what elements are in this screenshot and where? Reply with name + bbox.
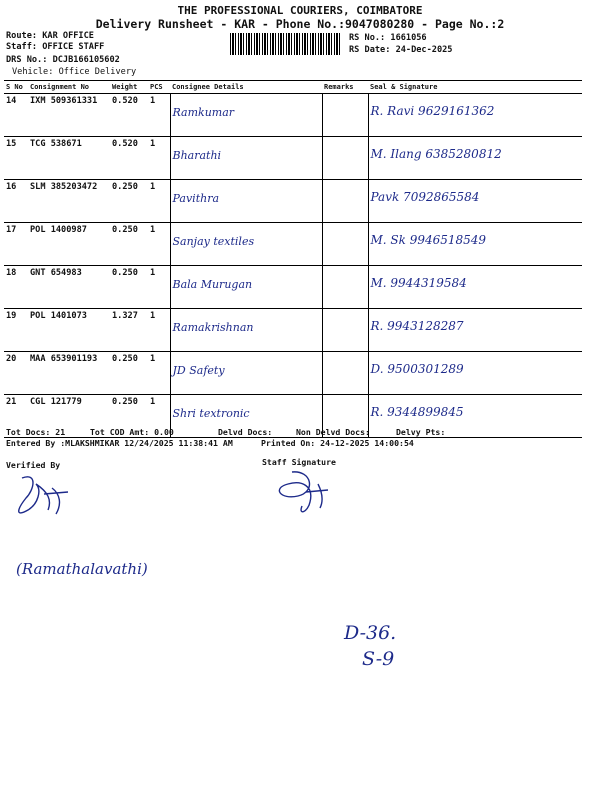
- receiver-signature: D. 9500301289: [370, 362, 464, 376]
- row-remarks: [322, 137, 368, 180]
- row-signature: [368, 94, 582, 137]
- row-consignee: [170, 137, 322, 180]
- col-weight: Weight: [110, 81, 148, 94]
- receiver-signature: R. 9344899845: [370, 405, 464, 419]
- row-remarks: [322, 266, 368, 309]
- consignee-name: JD Safety: [172, 364, 225, 377]
- col-sno: S No: [4, 81, 28, 94]
- verifier-signature: [8, 470, 78, 530]
- row-sno-value: 20: [6, 354, 17, 364]
- row-pcs-value: 1: [150, 225, 156, 235]
- row-pcs-value: 1: [150, 268, 156, 278]
- delivery-points: Delvy Pts:: [396, 427, 446, 437]
- row-pcs-value: 1: [150, 139, 156, 149]
- row-remarks: [322, 180, 368, 223]
- consignee-name: Ramakrishnan: [172, 321, 254, 334]
- row-pcs-value: 1: [150, 354, 156, 364]
- verified-by-label: Verified By: [6, 460, 61, 470]
- row-pcs-value: 1: [150, 311, 156, 321]
- row-consignment: [28, 266, 110, 309]
- staff-signature: [262, 466, 342, 526]
- row-sno-value: 19: [6, 311, 17, 321]
- staff: Staff: OFFICE STAFF: [6, 42, 105, 52]
- entered-by: Entered By :MLAKSHMIKAR 12/24/2025 11:38:41 AM: [6, 438, 233, 448]
- total-docs: Tot Docs: 21: [6, 427, 66, 437]
- row-weight: [110, 223, 148, 266]
- row-weight-value: 0.250: [112, 397, 138, 407]
- table-row: [4, 137, 582, 180]
- row-weight: [110, 137, 148, 180]
- row-consignment: [28, 223, 110, 266]
- row-sno: [4, 352, 28, 395]
- row-sno: [4, 137, 28, 180]
- row-signature: [368, 352, 582, 395]
- row-pcs-value: 1: [150, 182, 156, 192]
- row-weight-value: 0.250: [112, 182, 138, 192]
- row-weight: [110, 352, 148, 395]
- row-pcs: [148, 137, 170, 180]
- verifier-name: (Ramathalavathi): [16, 560, 148, 578]
- consignee-name: Bharathi: [172, 149, 222, 162]
- row-weight-value: 0.520: [112, 96, 138, 106]
- row-consignment: [28, 137, 110, 180]
- table-row: [4, 309, 582, 352]
- row-remarks: [322, 352, 368, 395]
- total-cod: Tot COD Amt: 0.00: [90, 427, 174, 437]
- row-pcs-value: 1: [150, 397, 156, 407]
- col-remarks: Remarks: [322, 81, 368, 94]
- row-consignment: [28, 94, 110, 137]
- receiver-signature: M. 9944319584: [370, 276, 467, 290]
- table-header: [4, 81, 582, 94]
- row-sno: [4, 309, 28, 352]
- consignee-name: Bala Murugan: [172, 278, 253, 291]
- row-sno: [4, 266, 28, 309]
- col-pcs: PCS: [148, 81, 170, 94]
- row-remarks: [322, 223, 368, 266]
- route: Route: KAR OFFICE: [6, 31, 94, 41]
- row-pcs: [148, 352, 170, 395]
- staff-signature-label: Staff Signature: [262, 457, 336, 467]
- row-consignment-value: GNT 654983: [30, 268, 82, 278]
- delivered-docs: Delvd Docs:: [218, 427, 273, 437]
- receiver-signature: R. Ravi 9629161362: [370, 104, 495, 118]
- handwritten-note-2: S-9: [362, 648, 395, 670]
- drs-number: DRS No.: DCJB166105602: [6, 55, 120, 65]
- row-sno-value: 16: [6, 182, 17, 192]
- row-consignment-value: MAA 653901193: [30, 354, 98, 364]
- row-weight-value: 0.250: [112, 268, 138, 278]
- row-sno: [4, 94, 28, 137]
- consignee-name: Shri textronic: [172, 407, 250, 420]
- row-signature: [368, 180, 582, 223]
- row-weight-value: 0.520: [112, 139, 138, 149]
- col-consignee: Consignee Details: [170, 81, 322, 94]
- vehicle: Vehicle: Office Delivery: [12, 67, 137, 77]
- row-consignee: [170, 94, 322, 137]
- runsheet-table: [4, 80, 582, 438]
- row-consignment: [28, 352, 110, 395]
- row-weight: [110, 309, 148, 352]
- row-signature: [368, 266, 582, 309]
- row-pcs: [148, 223, 170, 266]
- row-pcs: [148, 180, 170, 223]
- consignee-name: Sanjay textiles: [172, 235, 255, 248]
- barcode: [230, 33, 342, 55]
- row-consignment: [28, 309, 110, 352]
- row-consignment-value: CGL 121779: [30, 397, 82, 407]
- row-consignee: [170, 180, 322, 223]
- row-sno-value: 17: [6, 225, 17, 235]
- row-sno-value: 18: [6, 268, 17, 278]
- row-pcs: [148, 309, 170, 352]
- printed-on: Printed On: 24-12-2025 14:00:54: [261, 438, 414, 448]
- row-remarks: [322, 94, 368, 137]
- row-consignment-value: SLM 385203472: [30, 182, 98, 192]
- runsheet-subtitle: Delivery Runsheet - KAR - Phone No.:9047080280 - Page No.:2: [95, 17, 505, 31]
- row-signature: [368, 223, 582, 266]
- row-sno-value: 15: [6, 139, 17, 149]
- row-weight-value: 0.250: [112, 354, 138, 364]
- row-consignee: [170, 266, 322, 309]
- row-signature: [368, 137, 582, 180]
- table-row: [4, 180, 582, 223]
- row-consignee: [170, 352, 322, 395]
- row-sno-value: 21: [6, 397, 17, 407]
- receiver-signature: M. Ilang 6385280812: [370, 147, 502, 161]
- consignee-name: Ramkumar: [172, 106, 235, 119]
- row-consignment: [28, 180, 110, 223]
- row-weight: [110, 266, 148, 309]
- consignee-name: Pavithra: [172, 192, 220, 205]
- receiver-signature: Pavk 7092865584: [370, 190, 480, 204]
- row-consignment-value: IXM 509361331: [30, 96, 98, 106]
- row-consignee: [170, 309, 322, 352]
- row-weight: [110, 94, 148, 137]
- row-sno-value: 14: [6, 96, 17, 106]
- non-delivered-docs: Non Delvd Docs:: [296, 427, 370, 437]
- receiver-signature: R. 9943128287: [370, 319, 464, 333]
- row-sno: [4, 180, 28, 223]
- row-weight-value: 1.327: [112, 311, 138, 321]
- row-sno: [4, 223, 28, 266]
- row-consignment-value: POL 1400987: [30, 225, 87, 235]
- rs-number: RS No.: 1661056: [349, 33, 427, 43]
- table-row: [4, 94, 582, 137]
- row-consignment-value: TCG 538671: [30, 139, 82, 149]
- row-weight-value: 0.250: [112, 225, 138, 235]
- handwritten-note-1: D-36.: [344, 622, 397, 644]
- row-pcs: [148, 94, 170, 137]
- rs-date: RS Date: 24-Dec-2025: [349, 45, 453, 55]
- row-weight: [110, 180, 148, 223]
- receiver-signature: M. Sk 9946518549: [370, 233, 487, 247]
- row-pcs: [148, 266, 170, 309]
- table-row: [4, 352, 582, 395]
- row-pcs-value: 1: [150, 96, 156, 106]
- table-row: [4, 223, 582, 266]
- row-consignee: [170, 223, 322, 266]
- row-signature: [368, 309, 582, 352]
- table-row: [4, 266, 582, 309]
- col-signature: Seal & Signature: [368, 81, 582, 94]
- company-title: THE PROFESSIONAL COURIERS, COIMBATORE: [177, 4, 423, 17]
- row-remarks: [322, 309, 368, 352]
- row-consignment-value: POL 1401073: [30, 311, 87, 321]
- col-consignment: Consignment No: [28, 81, 110, 94]
